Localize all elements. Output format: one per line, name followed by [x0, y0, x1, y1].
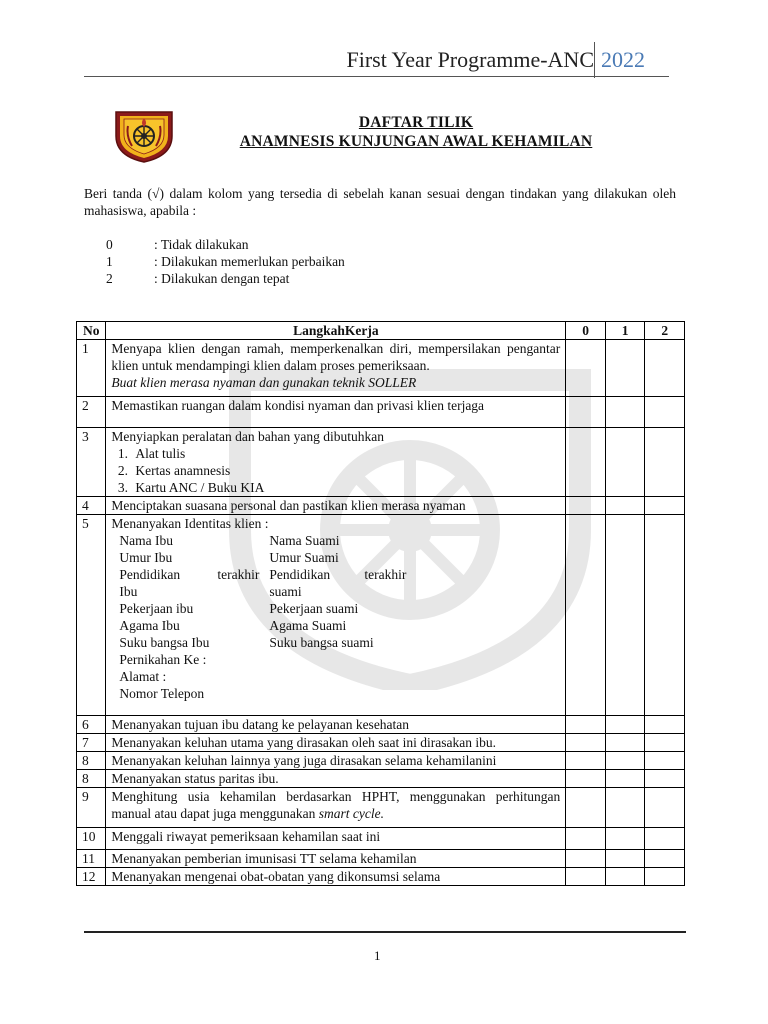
step-text: Menyiapkan peralatan dan bahan yang dibutuhkan: [111, 429, 384, 444]
score-cell-1[interactable]: [605, 497, 645, 515]
document-title-block: [84, 113, 748, 151]
row-number: 1: [77, 340, 106, 397]
table-row: [77, 497, 685, 515]
step-text: Menanyakan keluhan utama yang dirasakan oleh saat ini dirasakan ibu.: [106, 734, 566, 752]
header-score-1: 1: [605, 322, 645, 340]
step-text: Menyapa klien dengan ramah, memperkenalkan diri, mempersilakan pengantar klien untuk mendampingi klien dalam proses pemeriksaan.: [111, 341, 561, 373]
score-cell-1[interactable]: [605, 850, 645, 868]
legend-code: 2: [106, 271, 113, 286]
page-number: 1: [374, 948, 381, 963]
score-cell-0[interactable]: [566, 716, 606, 734]
step-text: Menanyakan status paritas ibu.: [106, 770, 566, 788]
identity-field: Nama Suami: [269, 533, 340, 548]
step-text: Menggali riwayat pemeriksaan kehamilan saat ini: [106, 828, 566, 850]
table-row: [77, 770, 685, 788]
header-score-2: 2: [645, 322, 685, 340]
row-number: 6: [77, 716, 106, 734]
score-cell-2[interactable]: [645, 497, 685, 515]
step-text: Menanyakan Identitas klien :: [111, 516, 269, 531]
row-number: 2: [77, 397, 106, 428]
step-text: Menghitung usia kehamilan berdasarkan HPHT, menggunakan perhitungan manual atau dapat juga menggunakan: [111, 789, 561, 821]
score-cell-2[interactable]: [645, 716, 685, 734]
score-cell-2[interactable]: [645, 770, 685, 788]
step-text: Menanyakan mengenai obat-obatan yang dikonsumsi selama: [106, 868, 566, 886]
identity-field: Agama Suami: [269, 618, 347, 633]
row-number: 9: [77, 788, 106, 828]
score-cell-1[interactable]: [605, 788, 645, 828]
table-row: [77, 868, 685, 886]
header-rule: [84, 76, 669, 77]
score-cell-0[interactable]: [566, 868, 606, 886]
list-item: 2. Kertas anamnesis: [131, 462, 560, 479]
table-row: [77, 828, 685, 850]
tools-list: [111, 445, 560, 496]
identity-field: [269, 566, 414, 583]
checklist-table: [76, 321, 685, 886]
header-step: LangkahKerja: [106, 322, 566, 340]
legend-code: 1: [106, 254, 113, 269]
instruction-text: Beri tanda (√) dalam kolom yang tersedia di sebelah kanan sesuai dengan tindakan yang dilakukan oleh mahasiswa, apabila :: [84, 186, 676, 218]
row-number: 3: [77, 428, 106, 497]
identity-field: [119, 566, 269, 583]
score-cell-1[interactable]: [605, 828, 645, 850]
header-no: No: [77, 322, 106, 340]
step-text: Memastikan ruangan dalam kondisi nyaman dan privasi klien terjaga: [106, 397, 566, 428]
row-step: [106, 515, 566, 716]
row-number: 10: [77, 828, 106, 850]
identity-field: Pekerjaan ibu: [119, 601, 194, 616]
score-cell-0[interactable]: [566, 734, 606, 752]
table-row: [77, 788, 685, 828]
identity-field: Nama Ibu: [119, 533, 174, 548]
score-cell-1[interactable]: [605, 340, 645, 397]
identity-field: Suku bangsa suami: [269, 635, 374, 650]
document-subtitle: ANAMNESIS KUNJUNGAN AWAL KEHAMILAN: [239, 133, 593, 150]
header-year: 2022: [601, 47, 645, 72]
identity-field: Umur Suami: [269, 550, 339, 565]
identity-field: Pernikahan Ke :: [119, 652, 207, 667]
score-cell-2[interactable]: [645, 397, 685, 428]
score-cell-0[interactable]: [566, 850, 606, 868]
identity-field: Nomor Telepon: [119, 686, 205, 701]
table-row: [77, 752, 685, 770]
header-title: First Year Programme-ANC: [346, 47, 594, 72]
score-cell-0[interactable]: [566, 340, 606, 397]
score-legend: [106, 236, 345, 287]
score-cell-2[interactable]: [645, 828, 685, 850]
row-step: [106, 428, 566, 497]
score-cell-0[interactable]: [566, 828, 606, 850]
identity-field: Suku bangsa Ibu: [119, 635, 210, 650]
score-cell-0[interactable]: [566, 497, 606, 515]
footer-rule: [84, 931, 686, 933]
row-number: 4: [77, 497, 106, 515]
identity-field: Alamat :: [119, 669, 167, 684]
score-cell-0[interactable]: [566, 515, 606, 716]
legend-text: : Dilakukan dengan tepat: [154, 271, 290, 286]
score-cell-0[interactable]: [566, 428, 606, 497]
row-number: 7: [77, 734, 106, 752]
score-cell-2[interactable]: [645, 734, 685, 752]
row-number: 12: [77, 868, 106, 886]
step-text: Menanyakan keluhan lainnya yang juga dirasakan selama kehamilanini: [106, 752, 566, 770]
score-cell-2[interactable]: [645, 340, 685, 397]
header-score-0: 0: [566, 322, 606, 340]
score-cell-1[interactable]: [605, 770, 645, 788]
identity-field: Umur Ibu: [119, 550, 173, 565]
step-text: Menanyakan pemberian imunisasi TT selama kehamilan: [106, 850, 566, 868]
identity-word: Pendidikan: [269, 567, 331, 582]
document-title: DAFTAR TILIK: [358, 114, 474, 131]
step-note: Buat klien merasa nyaman dan gunakan teknik SOLLER: [111, 375, 417, 390]
score-cell-2[interactable]: [645, 850, 685, 868]
score-cell-1[interactable]: [605, 868, 645, 886]
legend-item: [106, 253, 345, 270]
row-number: 8: [77, 770, 106, 788]
legend-item: [106, 236, 345, 253]
score-cell-2[interactable]: [645, 752, 685, 770]
score-cell-0[interactable]: [566, 788, 606, 828]
identity-fields: [111, 532, 560, 702]
identity-field: Agama Ibu: [119, 618, 180, 633]
legend-code: 0: [106, 237, 113, 252]
row-step: [106, 340, 566, 397]
table-row: [77, 716, 685, 734]
table-row: [77, 734, 685, 752]
row-step: [106, 788, 566, 828]
table-row: [77, 850, 685, 868]
score-cell-2[interactable]: [645, 868, 685, 886]
table-row: [77, 397, 685, 428]
score-cell-1[interactable]: [605, 734, 645, 752]
score-cell-0[interactable]: [566, 752, 606, 770]
header-separator: [594, 42, 595, 78]
score-cell-0[interactable]: [566, 770, 606, 788]
score-cell-0[interactable]: [566, 397, 606, 428]
identity-word: terakhir: [364, 567, 407, 582]
row-number: 11: [77, 850, 106, 868]
legend-item: [106, 270, 345, 287]
score-cell-1[interactable]: [605, 716, 645, 734]
score-cell-2[interactable]: [645, 788, 685, 828]
row-number: 5: [77, 515, 106, 716]
identity-word: terakhir: [217, 567, 260, 582]
step-text: Menanyakan tujuan ibu datang ke pelayanan kesehatan: [106, 716, 566, 734]
score-cell-1[interactable]: [605, 428, 645, 497]
identity-field: Ibu: [119, 584, 138, 599]
list-item: 1. Alat tulis: [131, 445, 560, 462]
score-cell-1[interactable]: [605, 752, 645, 770]
identity-word: Pendidikan: [119, 567, 181, 582]
score-cell-1[interactable]: [605, 397, 645, 428]
score-cell-2[interactable]: [645, 428, 685, 497]
identity-field: suami: [269, 584, 302, 599]
step-note: smart cycle.: [318, 806, 384, 821]
score-cell-1[interactable]: [605, 515, 645, 716]
legend-text: : Tidak dilakukan: [154, 237, 249, 252]
table-row: [77, 340, 685, 397]
identity-field: Pekerjaan suami: [269, 601, 359, 616]
table-header-row: [77, 322, 685, 340]
table-row: [77, 428, 685, 497]
table-row: [77, 515, 685, 716]
row-number: 8: [77, 752, 106, 770]
step-text: Menciptakan suasana personal dan pastikan klien merasa nyaman: [106, 497, 566, 515]
score-cell-2[interactable]: [645, 515, 685, 716]
list-item: 3. Kartu ANC / Buku KIA: [131, 479, 560, 496]
legend-text: : Dilakukan memerlukan perbaikan: [154, 254, 345, 269]
